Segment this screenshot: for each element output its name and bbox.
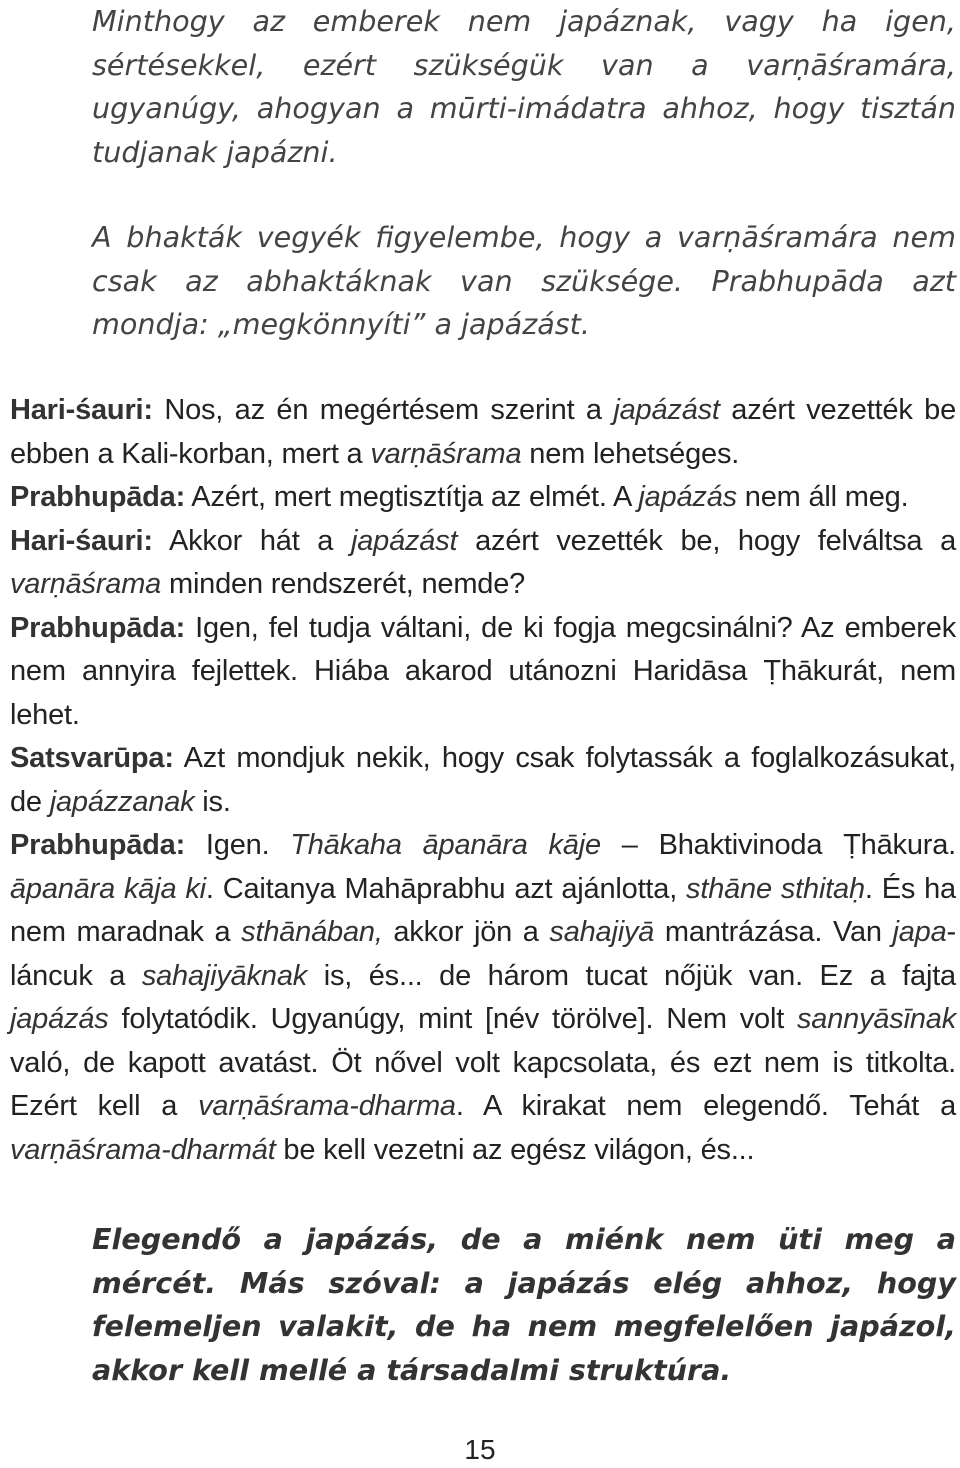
page-number: 15: [464, 1434, 496, 1465]
dialogue-text: nem lehetséges.: [521, 437, 740, 470]
dialogue-line: [10, 520, 956, 607]
speaker-name: Hari-śauri:: [10, 524, 153, 557]
dialogue-text: akkor jön a: [382, 916, 550, 948]
italic-term: sahajiyā: [549, 916, 655, 948]
italic-term: japázást: [350, 524, 458, 557]
dialogue-line: [10, 389, 956, 476]
commentary-paragraph-1: Minthogy az emberek nem japáznak, vagy ha igen, sértésekkel, ezért szükségük van a varṇāśramára, ugyanúgy, ahogyan a mūrti-imádatra ahhoz, hogy tisztán tudjanak japázni.: [92, 4, 956, 169]
dialogue-text: Azt mondjuk nekik, hogy csak folytassák a foglalkozásukat, de: [10, 742, 956, 818]
commentary-paragraph-3: Elegendő a japázás, de a miénk nem üti meg a mércét. Más szóval: a japázás elég ahhoz, hogy felemeljen valakit, de ha nem megfelelően japázol, akkor kell mellé a társadalmi struktúra.: [92, 1222, 956, 1387]
italic-term: Thākaha āpanāra kāje: [290, 829, 601, 861]
italic-term: sahajiyāknak: [141, 959, 308, 992]
dialogue-text: minden rendszerét, nemde?: [161, 568, 526, 600]
italic-term: varṇāśrama: [10, 568, 162, 600]
italic-term: japa: [892, 916, 947, 948]
dialogue-text: mantrázása. Van: [654, 916, 893, 948]
dialogue-text: . A kirakat nem elegendő. Tehát a: [455, 1090, 956, 1122]
dialogue-text: . Caitanya Mahāprabhu azt ajánlotta,: [205, 872, 687, 905]
dialogue-text: folytatódik. Ugyanúgy, mint [név törölve]. Nem volt: [108, 1003, 797, 1035]
commentary-paragraph-2: A bhakták vegyék figyelembe, hogy a varṇāśramára nem csak az abhaktáknak van szüksége. Prabhupāda azt mondja: „megkönnyíti” a japázást.: [92, 220, 956, 341]
speaker-name: Satsvarūpa:: [10, 742, 174, 774]
dialogue-text: Igen.: [185, 829, 291, 861]
italic-term: japázást: [613, 394, 720, 426]
dialogue-text: azért vezették be, hogy felváltsa a: [457, 524, 956, 557]
dialogue-text: Nos, az én megértésem szerint a: [152, 394, 614, 426]
dialogue-transcript: [10, 389, 956, 1172]
speaker-name: Prabhupāda:: [10, 611, 186, 644]
dialogue-text: -láncuk a: [10, 916, 956, 992]
dialogue-text: nem áll meg.: [736, 481, 909, 513]
dialogue-line: [10, 737, 956, 824]
dialogue-text: is.: [194, 785, 231, 818]
italic-term: sannyāsīnak: [796, 1003, 956, 1035]
dialogue-line: [10, 607, 956, 738]
italic-term: sthāne sthitaḥ: [686, 872, 865, 905]
dialogue-text: is, és... de három tucat nőjük van. Ez a fajta: [307, 959, 956, 992]
dialogue-text: Azért, mert megtisztítja az elmét. A: [185, 481, 639, 513]
italic-term: varṇāśrama-dharma: [198, 1090, 456, 1122]
italic-term: varṇāśrama: [370, 437, 522, 470]
italic-term: sthānában,: [241, 916, 383, 948]
dialogue-text: – Bhaktivinoda Ṭhākura.: [600, 829, 956, 861]
dialogue-text: való, de kapott avatást. Öt nővel volt kapcsolata, és ezt nem is titkolta. Ezért kell a: [10, 1046, 956, 1122]
dialogue-text: azért vezették be ebben a Kali-korban, mert a: [10, 394, 956, 470]
speaker-name: Hari-śauri:: [10, 394, 153, 426]
dialogue-text: Akkor hát a: [152, 524, 351, 557]
italic-term: varṇāśrama-dharmát: [10, 1133, 276, 1166]
italic-term: japázzanak: [49, 785, 195, 818]
dialogue-line: [10, 476, 956, 520]
dialogue-text: be kell vezetni az egész világon, és...: [275, 1133, 755, 1166]
speaker-name: Prabhupāda:: [10, 481, 186, 513]
speaker-name: Prabhupāda:: [10, 829, 186, 861]
italic-term: japázás: [638, 481, 737, 513]
italic-term: āpanāra kāja ki: [10, 872, 206, 905]
dialogue-text: . És ha nem maradnak a: [10, 872, 956, 948]
dialogue-line: [10, 824, 956, 1172]
italic-term: japázás: [10, 1003, 109, 1035]
dialogue-text: Igen, fel tudja váltani, de ki fogja megcsinálni? Az emberek nem annyira fejlettek. Hiába akarod utánozni Haridāsa Ṭhākurát, nem lehet.: [10, 611, 956, 731]
